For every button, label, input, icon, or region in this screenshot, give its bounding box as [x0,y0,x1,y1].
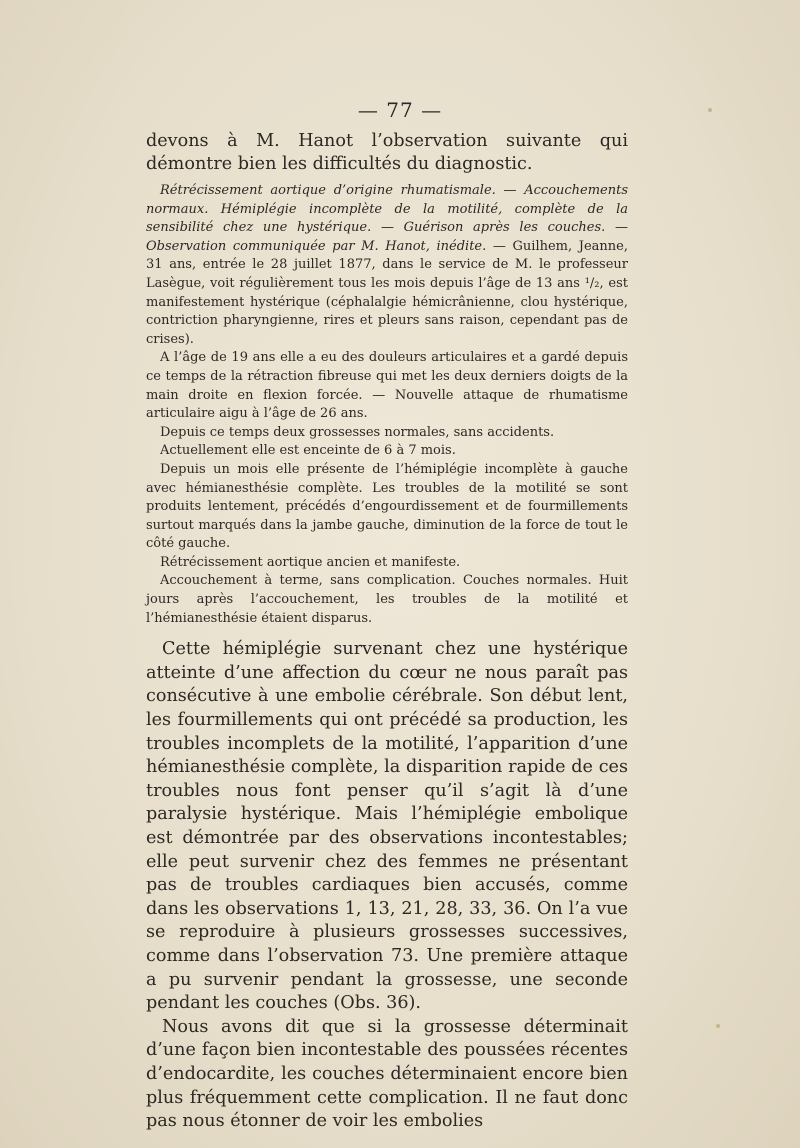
observation-history: — Guilhem, Jeanne, 31 ans, entrée le 28 juillet 1877, dans le service de M. le professeur Lasègue, voit régulièrement tous les mois depuis l’âge de 13 ans ¹/₂, est manifestement hystérique (céphalalgie hémicrânienne, clou hystérique, contriction pharyngienne, rires et pleurs sans raison, cependant pas de crises). [146,238,628,347]
observation-paragraph: Depuis ce temps deux grossesses normales, sans accidents. [160,424,555,440]
observation-paragraph: Rétrécissement aortique ancien et manifeste. [160,554,461,570]
observation-block [146,182,628,628]
paper-speck [716,1024,720,1028]
paper-speck [708,108,712,112]
page-body [146,130,628,1134]
observation-title: Rétrécissement aortique d’origine rhumatismale. — Accouchements normaux. Hémiplégie incomplète de la motilité, complète de la sensibilité chez une hystérique. — Guérison après les couches. — Observation communiquée par M. Hanot, inédite. [146,183,628,254]
observation-paragraph: Accouchement à terme, sans complication. Couches normales. Huit jours après l’accouchement, les troubles de la motilité et l’hémianesthésie étaient disparus. [146,573,628,626]
observation-paragraph: Actuellement elle est enceinte de 6 à 7 mois. [160,443,456,459]
intro-paragraph: devons à M. Hanot l’observation suivante qui démontre bien les difficultés du diagnostic. [146,131,628,174]
discussion-paragraph: Cette hémiplégie survenant chez une hystérique atteinte d’une affection du cœur ne nous paraît pas consécutive à une embolie cérébrale. Son début lent, les fourmillements qui ont précédé sa production, les troubles incomplets de la motilité, l’apparition d’une hémianesthésie complète, la disparition rapide de ces troubles nous font penser qu’il s’agit là d’une paralysie hystérique. Mais l’hémiplégie embolique est démontrée par des observations incontestables; elle peut survenir chez des femmes ne présentant pas de troubles cardiaques bien accusés, comme dans les observations 1, 13, 21, 28, 33, 36. On l’a vue se reproduire à plusieurs grossesses successives, comme dans l’observation 73. Une première attaque a pu survenir pendant la grossesse, une seconde pendant les couches (Obs. 36). [146,639,628,1014]
observation-heading [146,182,628,349]
page-number: — 77 — [357,98,443,122]
observation-paragraph: Depuis un mois elle présente de l’hémiplégie incomplète à gauche avec hémianesthésie complète. Les troubles de la motilité se sont produits lentement, précédés d’engourdissement et de fourmillements surtout marqués dans la jambe gauche, diminution de la force de tout le côté gauche. [146,461,628,552]
observation-paragraph: A l’âge de 19 ans elle a eu des douleurs articulaires et a gardé depuis ce temps de la rétraction fibreuse qui met les deux derniers doigts de la main droite en flexion forcée. — Nouvelle attaque de rhumatisme articulaire aigu à l’âge de 26 ans. [146,350,628,422]
discussion-paragraph: Nous avons dit que si la grossesse déterminait d’une façon bien incontestable des poussées récentes d’endocardite, les couches déterminaient encore bien plus fréquemment cette complication. Il ne faut donc pas nous étonner de voir les embolies [146,1016,628,1132]
